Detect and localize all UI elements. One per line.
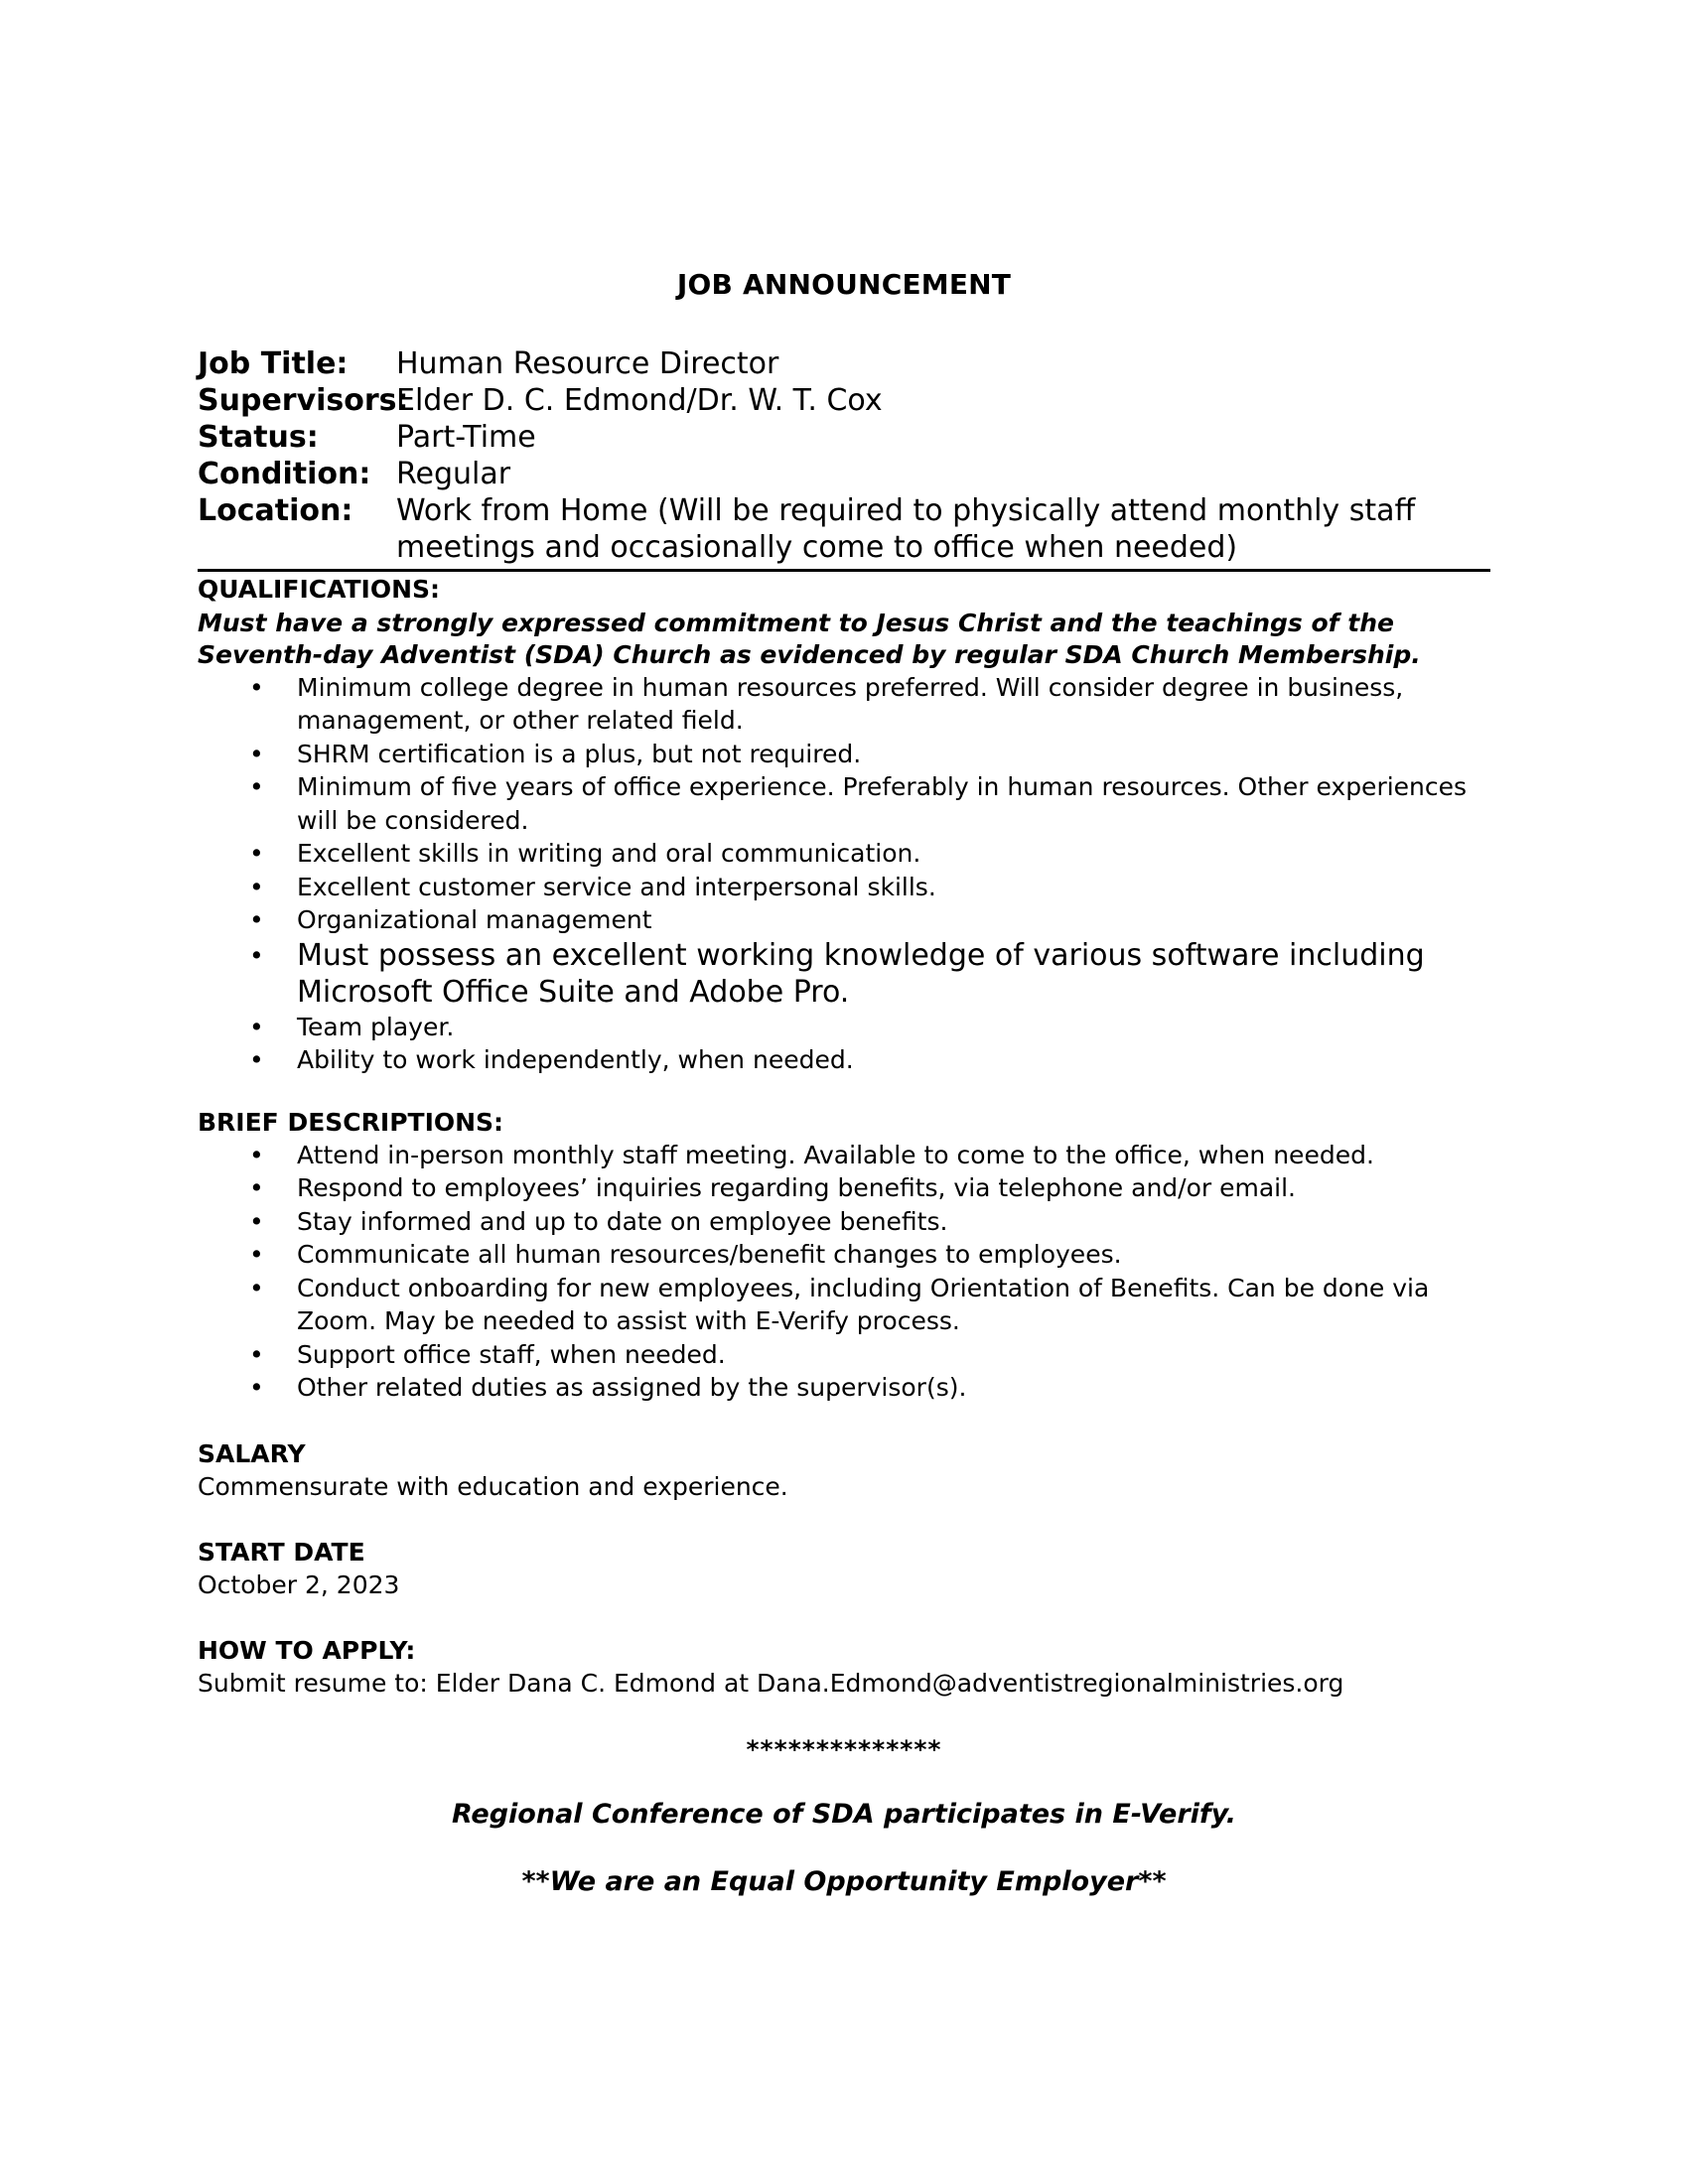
- list-item: [198, 1011, 1490, 1044]
- list-item: [198, 837, 1490, 871]
- brief-descriptions-heading: BRIEF DESCRIPTIONS:: [198, 1107, 504, 1137]
- commitment-statement: [198, 608, 1490, 671]
- condition-label: Condition:: [198, 456, 371, 491]
- bullet-icon: •: [249, 940, 264, 970]
- bullet-icon: •: [249, 672, 264, 702]
- status-value: Part-Time: [396, 419, 536, 455]
- bullet-icon: •: [249, 839, 264, 869]
- bullet-icon: •: [249, 872, 264, 901]
- qualification-text: Excellent customer service and interpersonal skills.: [297, 872, 936, 901]
- supervisors-label: Supervisors:: [198, 382, 409, 418]
- list-item: [198, 937, 1490, 1011]
- qualification-text: Ability to work independently, when needed.: [297, 1045, 854, 1075]
- location-value: Work from Home (Will be required to physically attend monthly staff meetings and occasionally come to office when needed): [396, 492, 1416, 565]
- start-date-heading: START DATE: [198, 1537, 365, 1567]
- duty-text: Conduct onboarding for new employees, including Orientation of Benefits. Can be done via Zoom. May be needed to assist with E-Verify process.: [297, 1273, 1430, 1336]
- salary-text: Commensurate with education and experience.: [198, 1471, 788, 1501]
- qualification-text: Minimum college degree in human resources preferred. Will consider degree in business, management, or other related field.: [297, 672, 1404, 736]
- list-item: [198, 903, 1490, 937]
- list-item: [198, 1371, 1490, 1405]
- bullet-icon: •: [249, 905, 264, 935]
- qualifications-list: [198, 671, 1490, 1077]
- everify-statement: Regional Conference of SDA participates in E-Verify.: [451, 1798, 1237, 1830]
- bullet-icon: •: [249, 739, 264, 768]
- bullet-icon: •: [249, 1373, 264, 1403]
- commitment-line-1: Must have a strongly expressed commitment to Jesus Christ and the teachings of the: [198, 608, 1394, 637]
- bullet-icon: •: [249, 1140, 264, 1169]
- duty-text: Support office staff, when needed.: [297, 1339, 726, 1369]
- qualification-text: SHRM certification is a plus, but not required.: [297, 739, 862, 768]
- qualification-text: Team player.: [297, 1012, 455, 1041]
- salary-section: [198, 1438, 1490, 1503]
- list-item: [198, 1043, 1490, 1077]
- eeo-statement: **We are an Equal Opportunity Employer**: [521, 1865, 1167, 1897]
- salary-heading: SALARY: [198, 1438, 306, 1468]
- condition-value: Regular: [396, 456, 511, 491]
- commitment-line-2: Seventh-day Adventist (SDA) Church as evidenced by regular SDA Church Membership.: [198, 639, 1421, 669]
- bullet-icon: •: [249, 1206, 264, 1236]
- supervisors-value: Elder D. C. Edmond/Dr. W. T. Cox: [396, 382, 883, 418]
- list-item: [198, 738, 1490, 771]
- job-announcement-page: [198, 268, 1490, 1899]
- list-item: [198, 1238, 1490, 1272]
- how-to-apply-text: Submit resume to: Elder Dana C. Edmond at Dana.Edmond@adventistregionalministries.org: [198, 1668, 1344, 1698]
- bullet-icon: •: [249, 1273, 264, 1302]
- list-item: [198, 1272, 1490, 1338]
- duty-text: Stay informed and up to date on employee benefits.: [297, 1206, 948, 1236]
- job-title-value: Human Resource Director: [396, 345, 779, 381]
- bullet-icon: •: [249, 1045, 264, 1075]
- job-title-label: Job Title:: [198, 345, 349, 381]
- location-label: Location:: [198, 492, 353, 528]
- duty-text: Communicate all human resources/benefit changes to employees.: [297, 1240, 1122, 1270]
- qualification-text: Minimum of five years of office experience. Preferably in human resources. Other experiences will be considered.: [297, 772, 1468, 835]
- page-title: JOB ANNOUNCEMENT: [676, 268, 1012, 301]
- list-item: [198, 1171, 1490, 1205]
- how-to-apply-heading: HOW TO APPLY:: [198, 1635, 416, 1665]
- qualification-text: Must possess an excellent working knowledge of various software including Microsoft Office Suite and Adobe Pro.: [297, 937, 1425, 1010]
- separator-stars: **************: [746, 1734, 942, 1764]
- bullet-icon: •: [249, 1012, 264, 1041]
- duty-text: Attend in-person monthly staff meeting. Available to come to the office, when needed.: [297, 1140, 1374, 1169]
- section-divider: [198, 569, 1490, 572]
- start-date-section: [198, 1537, 1490, 1601]
- status-label: Status:: [198, 419, 319, 455]
- list-item: [198, 1139, 1490, 1172]
- list-item: [198, 1338, 1490, 1372]
- brief-descriptions-list: [198, 1139, 1490, 1405]
- how-to-apply-section: [198, 1635, 1490, 1700]
- duty-text: Respond to employees’ inquiries regarding benefits, via telephone and/or email.: [297, 1173, 1296, 1203]
- qualifications-heading: QUALIFICATIONS:: [198, 574, 441, 604]
- bullet-icon: •: [249, 1339, 264, 1369]
- bullet-icon: •: [249, 1240, 264, 1270]
- qualification-text: Organizational management: [297, 905, 652, 935]
- bullet-icon: •: [249, 1173, 264, 1203]
- list-item: [198, 770, 1490, 837]
- start-date-text: October 2, 2023: [198, 1570, 400, 1599]
- list-item: [198, 671, 1490, 738]
- list-item: [198, 871, 1490, 904]
- bullet-icon: •: [249, 772, 264, 802]
- duty-text: Other related duties as assigned by the supervisor(s).: [297, 1373, 967, 1403]
- list-item: [198, 1205, 1490, 1239]
- qualification-text: Excellent skills in writing and oral communication.: [297, 839, 921, 869]
- job-info-table: [198, 345, 1490, 566]
